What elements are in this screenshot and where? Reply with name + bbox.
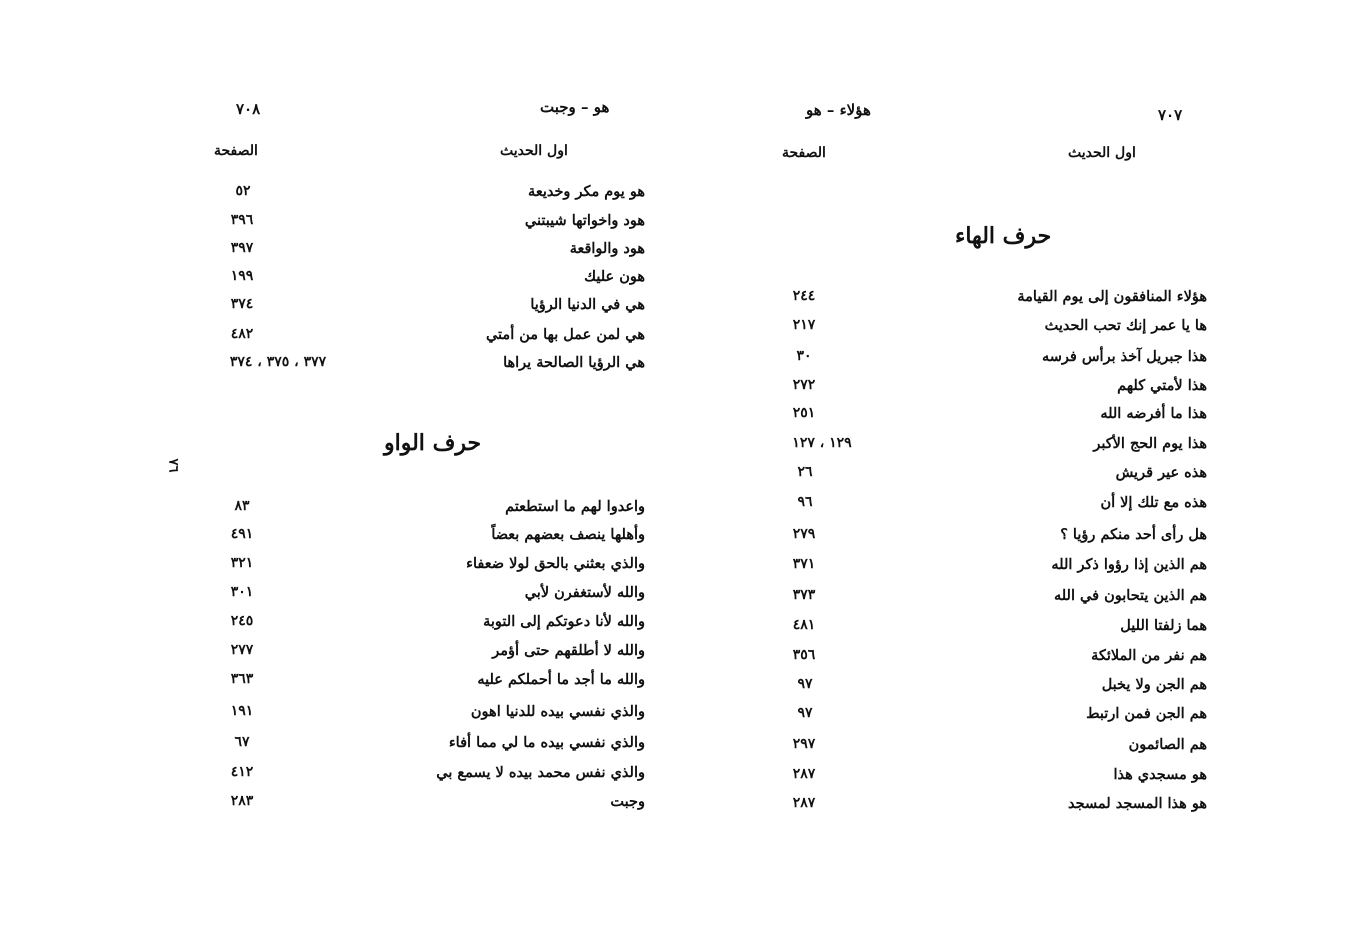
list-item-page: ٢٨٧ bbox=[792, 766, 816, 782]
list-item-text: والذي نفس محمد بيده لا يسمع بي bbox=[436, 764, 645, 781]
list-item-page: ٢٤٤ bbox=[792, 288, 816, 304]
list-item-page: ١٢٩ ، ١٢٧ bbox=[792, 435, 852, 451]
list-item-text: وجبت bbox=[610, 793, 645, 810]
list-item-text: واعدوا لهم ما استطعتم bbox=[505, 498, 645, 515]
right-section-title: حرف الهاء bbox=[955, 223, 1052, 249]
list-item-page: ٢٧٧ bbox=[230, 642, 254, 658]
list-item-page: ٣٧٧ ، ٣٧٥ ، ٣٧٤ bbox=[229, 354, 327, 370]
left-section-title: حرف الواو bbox=[384, 430, 482, 456]
right-page-number: ٧٠٧ bbox=[1158, 106, 1183, 124]
list-item-page: ١٩١ bbox=[230, 703, 254, 719]
list-item-text: هل رأى أحد منكم رؤيا ؟ bbox=[1060, 526, 1207, 543]
list-item-page: ١٩٩ bbox=[230, 268, 254, 284]
list-item-text: هذا جبريل آخذ برأس فرسه bbox=[1041, 348, 1207, 365]
list-item-text: هم الذين يتحابون في الله bbox=[1053, 587, 1207, 604]
list-item-page: ٣٧٤ bbox=[230, 296, 254, 312]
list-item-page: ٢٤٥ bbox=[230, 613, 254, 629]
list-item-text: هو مسجدي هذا bbox=[1113, 766, 1207, 783]
list-item-page: ٣٥٦ bbox=[792, 647, 816, 663]
list-item-page: ٢٨٧ bbox=[792, 795, 816, 811]
list-item-page: ٣٠١ bbox=[230, 584, 254, 600]
list-item-text: هون عليك bbox=[584, 268, 645, 285]
list-item-page: ٣٧٣ bbox=[792, 587, 816, 603]
list-item-text: هما زلفتا الليل bbox=[1120, 617, 1207, 634]
list-item-text: هو يوم مكر وخديعة bbox=[528, 183, 645, 200]
list-item-page: ٤٨١ bbox=[792, 617, 816, 633]
list-item-page: ٢١٧ bbox=[792, 317, 816, 333]
list-item-text: هو هذا المسجد لمسجد bbox=[1067, 795, 1207, 812]
list-item-text: والله ما أجد ما أحملكم عليه bbox=[477, 671, 645, 688]
list-item-text: هذا ما أفرضه الله bbox=[1100, 405, 1207, 422]
list-item-text: والله لا أطلقهم حتى أؤمر bbox=[492, 642, 645, 659]
list-item-text: هذا يوم الحج الأكبر bbox=[1093, 435, 1207, 452]
list-item-text: هم الجن ولا يخبل bbox=[1101, 676, 1207, 693]
list-item-text: هم الصائمون bbox=[1128, 736, 1207, 753]
list-item-text: هذه مع تلك إلا أن bbox=[1100, 494, 1207, 511]
list-item-page: ٣٢١ bbox=[230, 555, 254, 571]
list-item-page: ٢٨٣ bbox=[230, 793, 254, 809]
list-item-page: ٢٧٩ bbox=[792, 526, 816, 542]
left-page-number: ٧٠٨ bbox=[236, 100, 261, 118]
list-item-text: والله لأستغفرن لأبي bbox=[524, 584, 645, 601]
list-item-text: هود واخواتها شيبتني bbox=[524, 212, 645, 229]
left-side-mark: ٧٦ bbox=[165, 458, 181, 473]
list-item-page: ٢٦ bbox=[797, 464, 813, 480]
list-item-text: هي الرؤيا الصالحة يراها bbox=[503, 354, 645, 371]
right-running-head: هؤلاء – هو bbox=[806, 101, 871, 119]
list-item-page: ٩٧ bbox=[797, 676, 813, 692]
list-item-page: ٢٩٧ bbox=[792, 736, 816, 752]
list-item-text: وأهلها ينصف بعضهم بعضاً bbox=[491, 526, 645, 543]
list-item-text: والذي نفسي بيده ما لي مما أفاء bbox=[448, 734, 645, 751]
right-col-page-header: الصفحة bbox=[782, 145, 826, 161]
list-item-page: ٢٧٢ bbox=[792, 377, 816, 393]
list-item-page: ٩٦ bbox=[797, 494, 813, 510]
list-item-page: ٣٩٧ bbox=[230, 240, 254, 256]
list-item-page: ٤١٢ bbox=[230, 764, 254, 780]
list-item-text: ها يا عمر إنك تحب الحديث bbox=[1044, 317, 1207, 334]
list-item-text: والله لأنا دعوتكم إلى التوبة bbox=[483, 613, 645, 630]
list-item-page: ٢٥١ bbox=[792, 405, 816, 421]
list-item-page: ٤٩١ bbox=[230, 526, 254, 542]
list-item-text: هذه عير قريش bbox=[1115, 464, 1207, 481]
right-col-hadith-header: اول الحديث bbox=[1068, 145, 1136, 161]
list-item-page: ٣٧١ bbox=[792, 556, 816, 572]
list-item-page: ٨٣ bbox=[234, 498, 250, 514]
list-item-text: والذي بعثني بالحق لولا ضعفاء bbox=[466, 555, 645, 572]
list-item-text: هذا لأمتي كلهم bbox=[1117, 377, 1207, 394]
list-item-text: هود والواقعة bbox=[569, 240, 645, 257]
list-item-page: ٥٢ bbox=[235, 183, 251, 199]
list-item-text: هي في الدنيا الرؤيا bbox=[530, 296, 645, 313]
list-item-page: ٦٧ bbox=[234, 734, 250, 750]
list-item-page: ٣٩٦ bbox=[230, 212, 254, 228]
list-item-text: هم الجن فمن ارتبط bbox=[1086, 705, 1207, 722]
left-col-page-header: الصفحة bbox=[214, 143, 258, 159]
left-running-head: هو – وجبت bbox=[540, 98, 610, 116]
list-item-text: هي لمن عمل بها من أمتي bbox=[485, 326, 645, 343]
list-item-text: هؤلاء المنافقون إلى يوم القيامة bbox=[1017, 288, 1207, 305]
list-item-text: هم نفر من الملائكة bbox=[1091, 647, 1207, 664]
list-item-page: ٣٦٣ bbox=[230, 671, 254, 687]
list-item-page: ٩٧ bbox=[797, 705, 813, 721]
left-col-hadith-header: اول الحديث bbox=[500, 143, 568, 159]
list-item-text: هم الذين إذا رؤوا ذكر الله bbox=[1051, 556, 1207, 573]
list-item-page: ٤٨٢ bbox=[230, 326, 254, 342]
list-item-page: ٣٠ bbox=[796, 348, 812, 364]
list-item-text: والذي نفسي بيده للدنيا اهون bbox=[470, 703, 645, 720]
